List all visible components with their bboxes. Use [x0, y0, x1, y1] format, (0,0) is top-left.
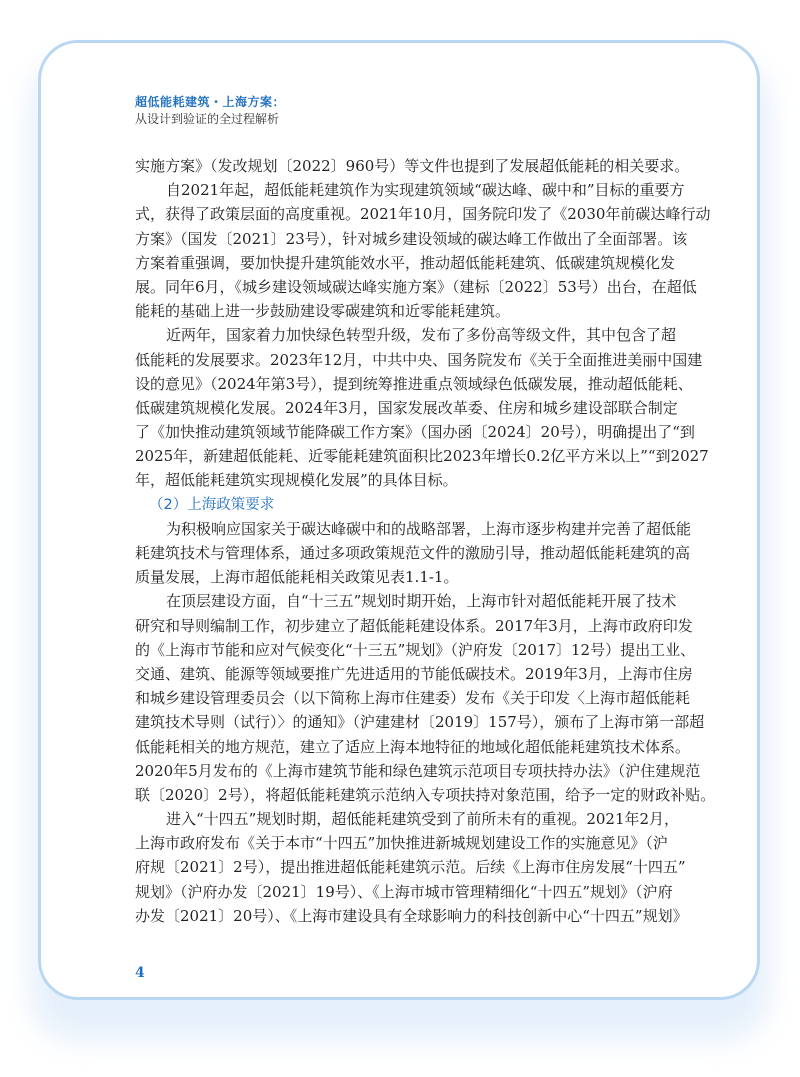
section-heading: （2）上海政策要求: [149, 496, 275, 513]
text-line: 研究和导则编制工作，初步建立了超低能耗建设体系。2017年3月，上海市政府印发: [135, 616, 693, 635]
text-line: 能耗的基础上进一步鼓励建设零碳建筑和近零能耗建筑。: [135, 302, 511, 321]
paragraph: [135, 807, 688, 928]
page-number: 4: [135, 965, 145, 981]
text-line: 2025年，新建超低能耗、近零能耗建筑面积比2023年增长0.2亿平方米以上”“到2027: [135, 447, 709, 466]
text-line: 在顶层建设方面，自“十三五”规划时期开始，上海市针对超低能耗开展了技术: [166, 592, 677, 611]
text-line: 设的意见》（2024年第3号），提到统筹推进重点领域绿色低碳发展，推动超低能耗、: [135, 374, 693, 393]
paragraph: [135, 517, 692, 590]
text-line: 为积极响应国家关于碳达峰碳中和的战略部署，上海市逐步构建并完善了超低能: [166, 519, 692, 538]
text-line: 进入“十四五”规划时期，超低能耗建筑受到了前所未有的重视。2021年2月，: [166, 810, 680, 829]
text-line: 低能耗相关的地方规范，建立了适应上海本地特征的地域化超低能耗建筑技术体系。: [135, 737, 691, 756]
text-line: 低碳建筑规模化发展。2024年3月，国家发展改革委、住房和城乡建设部联合制定: [135, 398, 678, 417]
text-line: 耗建筑技术与管理体系，通过多项政策规范文件的激励引导，推动超低能耗建筑的高: [135, 544, 691, 562]
text-line: 建筑技术导则（试行）〉的通知》（沪建建材〔2019〕157号），颁布了上海市第一部超: [135, 713, 705, 732]
text-line: 低能耗的发展要求。2023年12月，中共中央、国务院发布《关于全面推进美丽中国建: [135, 350, 703, 369]
text-line: 了《加快推动建筑领域节能降碳工作方案》（国办函〔2024〕20号），明确提出了“到: [135, 423, 695, 442]
text-line: 质量发展，上海市超低能耗相关政策见表1.1-1。: [135, 568, 459, 587]
text-line: 方案着重强调，要加快提升建筑能效水平，推动超低能耗建筑、低碳建筑规模化发: [135, 253, 676, 272]
running-header: [135, 94, 285, 128]
paragraph: [135, 178, 711, 323]
text-line: 2020年5月发布的《上海市建筑节能和绿色建筑示范项目专项扶持办法》（沪住建规范: [135, 761, 701, 780]
text-line: 式，获得了政策层面的高度重视。2021年10月，国务院印发了《2030年前碳达峰行动: [135, 205, 711, 224]
text-line: 自2021年起，超低能耗建筑作为实现建筑领域“碳达峰、碳中和”目标的重要方: [166, 181, 685, 200]
text-line: 联〔2020〕2号），将超低能耗建筑示范纳入专项扶持对象范围，给予一定的财政补贴。: [135, 785, 716, 804]
text-line: 近两年，国家着力加快绿色转型升级，发布了多份高等级文件，其中包含了超: [166, 326, 677, 345]
book-title: 超低能耗建筑・上海方案：: [135, 95, 286, 109]
text-line: 展。同年6月，《城乡建设领域碳达峰实施方案》（建标〔2022〕53号）出台，在超低: [135, 277, 697, 296]
text-line: 的《上海市节能和应对气候变化“十三五”规划》（沪府发〔2017〕12号）提出工业、: [135, 640, 696, 659]
text-line: 方案》（国发〔2021〕23号），针对城乡建设领域的碳达峰工作做出了全面部署。该: [135, 229, 688, 248]
text-line: 年，超低能耗建筑实现规模化发展”的具体目标。: [135, 471, 458, 490]
paragraph: [135, 589, 716, 807]
paragraph: [135, 154, 690, 178]
text-line: 办发〔2021〕20号）、《上海市建设具有全球影响力的科技创新中心“十四五”规划》: [135, 906, 688, 925]
text-line: 和城乡建设管理委员会（以下简称上海市住建委）发布《关于印发〈上海市超低能耗: [135, 689, 691, 708]
text-line: 上海市政府发布《关于本市“十四五”加快推进新城规划建设工作的实施意见》（沪: [135, 834, 668, 853]
book-subtitle: 从设计到验证的全过程解析: [135, 112, 280, 126]
text-line: 府规〔2021〕2号），提出推进超低能耗建筑示范。后续《上海市住房发展“十四五”: [135, 858, 686, 877]
text-line: 实施方案》（发改规划〔2022〕960号）等文件也提到了发展超低能耗的相关要求。: [135, 157, 690, 175]
text-line: 交通、建筑、能源等领域要推广先进适用的节能低碳技术。2019年3月，上海市住房: [135, 664, 693, 683]
text-line: 规划》（沪府办发〔2021〕19号）、《上海市城市管理精细化“十四五”规划》（沪府: [135, 882, 673, 901]
page-body: [135, 154, 716, 928]
paragraph: [135, 323, 709, 492]
